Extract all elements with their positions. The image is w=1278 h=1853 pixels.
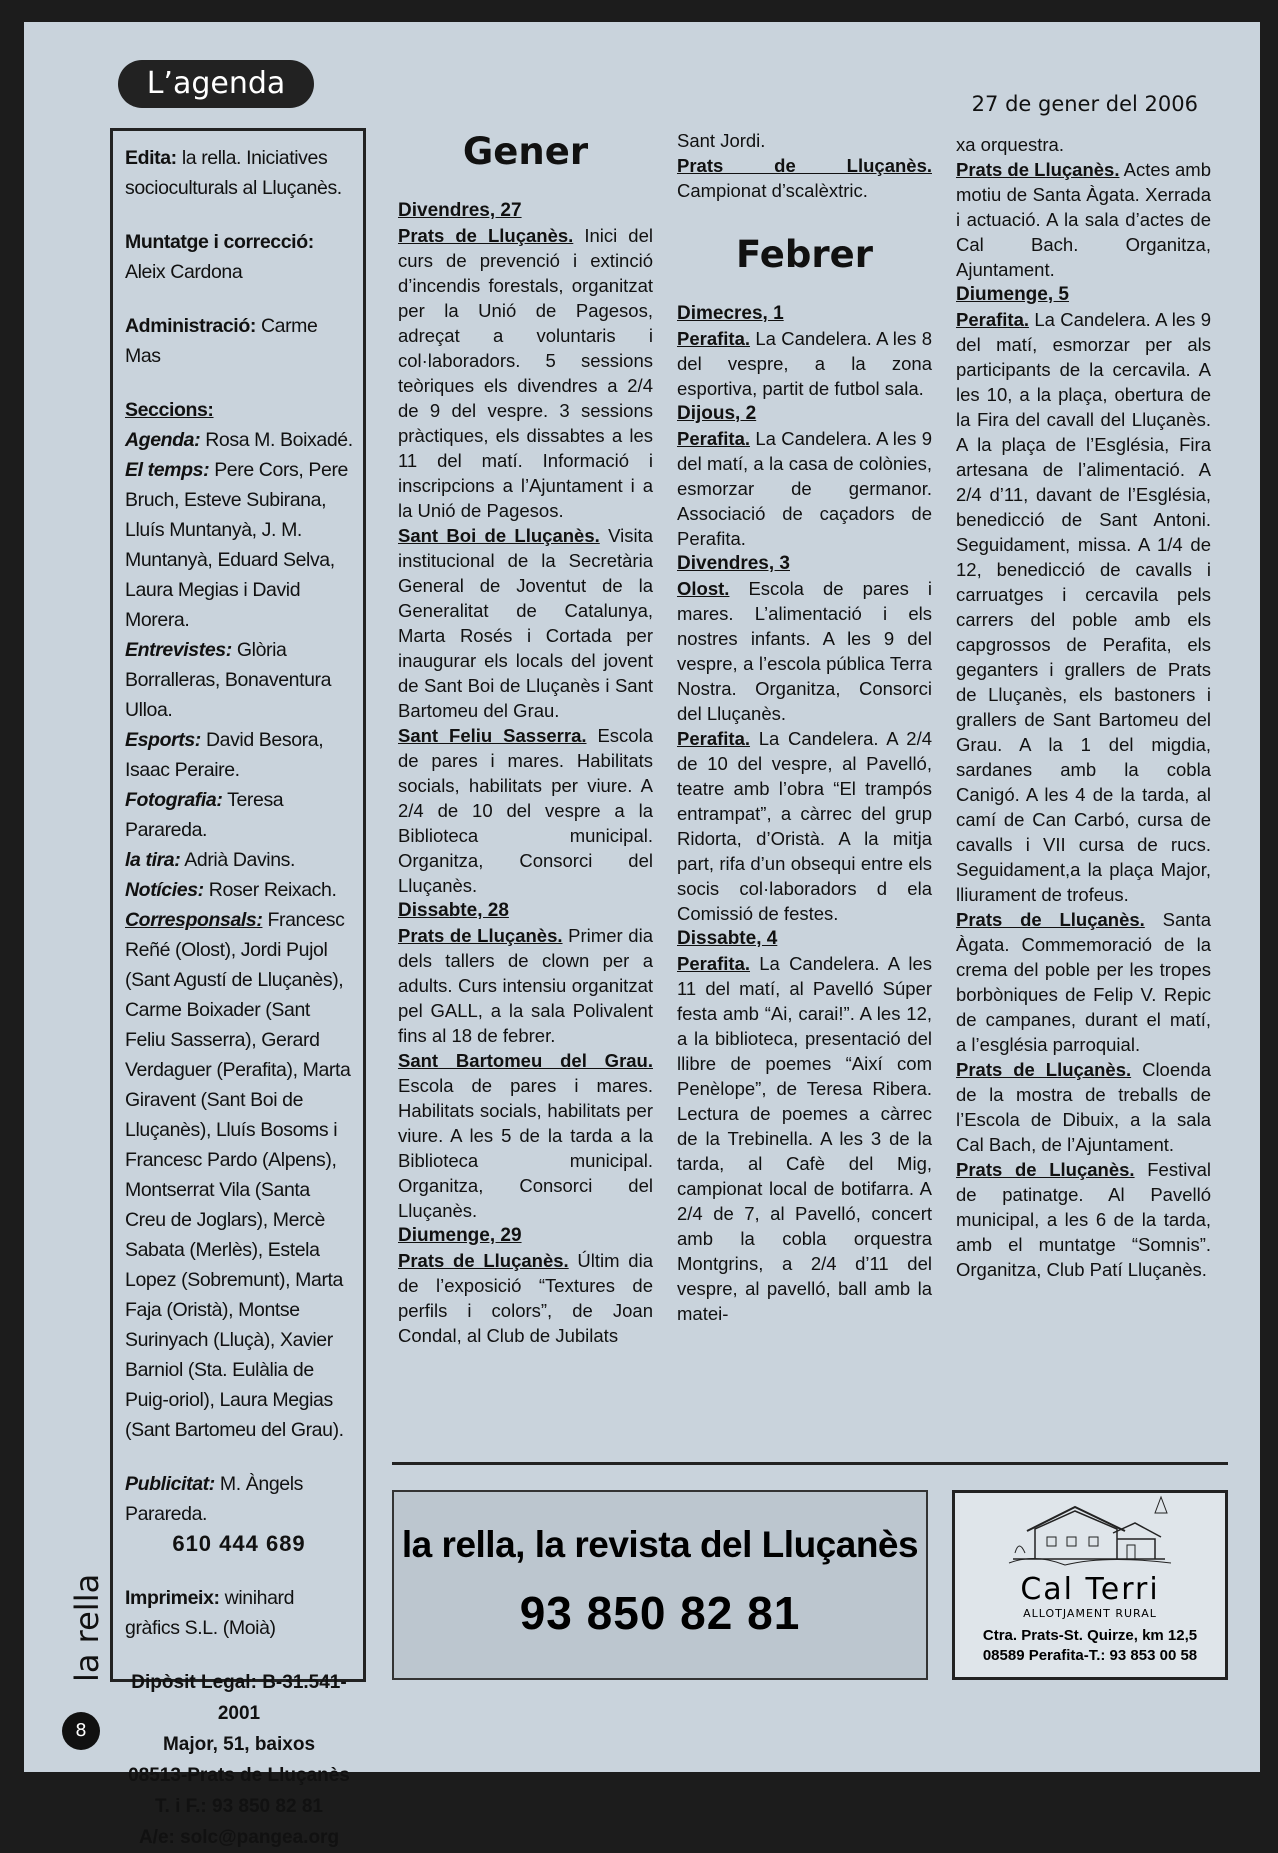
ad-phone: 93 850 82 81 [519,1587,801,1639]
credit-muntatge: Muntatge i correcció: Aleix Cardona [125,231,314,283]
day-heading: Divendres, 3 [677,553,790,574]
day-heading: Divendres, 27 [398,200,522,221]
issue-date: 27 de gener del 2006 [971,92,1198,116]
event-entry: Prats de Lluçanès. Actes amb motiu de Santa Àgata. Xerrada i actuació. A la sala d’actes de Cal Bach. Organitza, Ajuntament. [956,159,1211,280]
day-heading: Dissabte, 28 [398,900,509,921]
event-entry: Perafita. La Candelera. A les 9 del matí, esmorzar per als participants de la cercavila. A les 10, a la plaça, obertura de la Fira del cavall del Lluçanès. A la plaça de l’Església, Fira artesana de l’alimentació. A 2/4 d’11, davant de l’Església, benedicció de Sant Antoni. Seguidament, missa. A 1/4 de 12, benedicció de cavalls i carruatges i cercavila pels carrers del poble amb els capgrossos de Perafita, els geganters i grallers de Prats de Lluçanès, els bastoners i grallers de Sant Bartomeu del Grau. A la 1 del migdia, sardanes amb la cobla Canigó. A les 4 de la tarda, al camí de Can Carbó, cursa de cavalls i VII cursa de rucs. Seguidament,a la plaça Major, lliurament de trofeus. [956,309,1211,905]
event-entry: Prats de Lluçanès. Últim dia de l’exposició “Textures de perfils i colors”, de Joan Condal, al Club de Jubilats [398,1250,653,1346]
event-entry: Prats de Lluçanès. Festival de patinatge. Al Pavelló municipal, a les 6 de la tarda, amb el muntatge “Somnis”. Organitza, Club Patí Lluçanès. [956,1159,1211,1280]
credit-administracio: Administració: Carme Mas [125,315,318,367]
credit-publicitat: Publicitat: M. Àngels Parareda. 610 444 689 [125,1469,353,1559]
credit-imprimeix: Imprimeix: winihard gràfics S.L. (Moià) [125,1587,295,1639]
ad-contact: Ctra. Prats-St. Quirze, km 12,5 08589 Perafita-T.: 93 853 00 58 [982,1627,1198,1664]
agenda-column-2 [677,128,932,1326]
event-entry: Perafita. La Candelera. A les 11 del matí, al Pavelló Súper festa amb “Ai, carai!”. A les 12, a la biblioteca, presentació del llibre de poemes “Així com Penèlope”, de Teresa Ribera. Lectura de poemes a càrrec de la Trebinella. A les 3 de la tarda, al Cafè del Mig, campionat local de botifarra. A 2/4 de 7, al Pavelló, concert amb la cobla orquestra Montgrins, a 2/4 d’11 del vespre, al pavelló, ball amb la matei- [677,953,932,1324]
agenda-column-1 [398,126,653,1348]
page-number: 8 [62,1712,100,1750]
day-heading: Dimecres, 1 [677,303,784,324]
event-entry: Prats de Lluçanès. Primer dia dels tallers de clown per a adults. Curs intensiu organitzat pel GALL, a la sala Polivalent fins al 18 de febrer. [398,925,653,1046]
day-heading: Diumenge, 5 [956,284,1069,305]
credit-seccions: Seccions: Agenda: Rosa M. Boixadé. El temps: Pere Cors, Pere Bruch, Esteve Subirana, Lluís Muntanyà, J. M. Muntanyà, Eduard Selva, Laura Megias i David Morera. Entrevistes: Glòria Borralleras, Bonaventura Ulloa. Esports: David Besora, Isaac Peraire. Fotografia: Teresa Parareda. la tira: Adrià Davins. Notícies: Roser Reixach. Corresponsals: Francesc Reñé (Olost), Jordi Pujol (Sant Agustí de Lluçanès), Carme Boixader (Sant Feliu Sasserra), Gerard Verdaguer (Perafita), Marta Giravent (Sant Boi de Lluçanès), Lluís Bosoms i Francesc Pardo (Alpens), Montserrat Vila (Santa Creu de Joglars), Mercè Sabata (Merlès), Estela Lopez (Sobremunt), Marta Faja (Oristà), Montse Surinyach (Lluçà), Xavier Barniol (Sta. Eulàlia de Puig-oriol), Laura Megias (Sant Bartomeu del Grau). [125,399,353,1441]
day-heading: Diumenge, 29 [398,1225,522,1246]
event-entry: Prats de Lluçanès. Santa Àgata. Commemoració de la crema del poble per les tropes borbòniques de Felip V. Repic de campanes, durant el matí, a l’església parroquial. [956,909,1211,1055]
event-entry: Sant Boi de Lluçanès. Visita institucional de la Secretària General de Joventut de la Generalitat de Catalunya, Marta Rosés i Cortada per inaugurar els locals del jovent de Sant Boi de Lluçanès i Sant Bartomeu del Grau. [398,525,653,721]
event-entry: Prats de Lluçanès. Campionat d’scalèxtric. [677,155,932,201]
month-heading: Gener [462,130,589,173]
credit-address: Dipòsit Legal: B-31.541-2001 Major, 51, baixos 08513-Prats de Lluçanès T. i F.: 93 850 82 81 A/e: solc@pangea.org [128,1672,350,1848]
ad-la-rella [392,1490,928,1680]
event-entry: Perafita. La Candelera. A les 9 del matí, a la casa de colònies, esmorzar de germanor. Associació de caçadors de Perafita. [677,428,932,549]
event-continuation: Sant Jordi. [677,130,766,151]
credits-box [110,128,366,1848]
day-heading: Dissabte, 4 [677,928,778,949]
house-sketch-icon [1005,1493,1175,1571]
event-entry: Prats de Lluçanès. Inici del curs de prevenció i extinció d’incendis forestals, organitzat per la Unió de Pagesos, adreçat a voluntaris i col·laboradors. 5 sessions teòriques els divendres a 2/4 de 9 del vespre. 3 sessions pràctiques, els dissabtes a les 11 del matí. Informació i inscripcions a l’Ajuntament i a la Unió de Pagesos. [398,225,653,521]
event-entry: Sant Feliu Sasserra. Escola de pares i mares. Habilitats socials, habilitats per viure. A 2/4 de 10 del vespre a la Biblioteca municipal. Organitza, Consorci del Lluçanès. [398,725,653,896]
ad-business-type: ALLOTJAMENT RURAL [1023,1607,1157,1620]
section-badge: L’agenda [118,60,314,108]
magazine-name-vertical: la rella [68,1573,106,1682]
month-heading: Febrer [736,233,873,276]
agenda-column-3 [956,132,1211,1282]
event-entry: Olost. Escola de pares i mares. L’alimentació i els nostres infants. A les 9 del vespre, a l’escola pública Terra Nostra. Organitza, Consorci del Lluçanès. [677,578,932,724]
magazine-page [24,22,1260,1848]
event-entry: Sant Bartomeu del Grau. Escola de pares i mares. Habilitats socials, habilitats per viure. A les 5 de la tarda a la Biblioteca municipal. Organitza, Consorci del Lluçanès. [398,1050,653,1221]
event-entry: Perafita. La Candelera. A 2/4 de 10 del vespre, al Pavelló, teatre amb l’obra “El trampós entrampat”, a càrrec del grup Ridorta, d’Oristà. A la mitja part, rifa d’un obsequi entre els socis col·laboradors d ela Comissió de festes. [677,728,932,924]
publicitat-phone: 610 444 689 [172,1531,306,1556]
day-heading: Dijous, 2 [677,403,757,424]
event-entry: Prats de Lluçanès. Cloenda de la mostra de treballs de l’Escola de Dibuix, a la sala Cal Bach, de l’Ajuntament. [956,1059,1211,1155]
ad-business-name: Cal Terri [1020,1572,1160,1607]
divider-line [392,1462,1228,1465]
ad-cal-terri [952,1490,1228,1680]
event-entry: Perafita. La Candelera. A les 8 del vespre, a la zona esportiva, partit de futbol sala. [677,328,932,399]
event-continuation: xa orquestra. [956,134,1064,155]
ad-title: la rella, la revista del Lluçanès [401,1524,919,1565]
credit-edita: Edita: la rella. Iniciatives socioculturals al Lluçanès. [125,147,342,199]
